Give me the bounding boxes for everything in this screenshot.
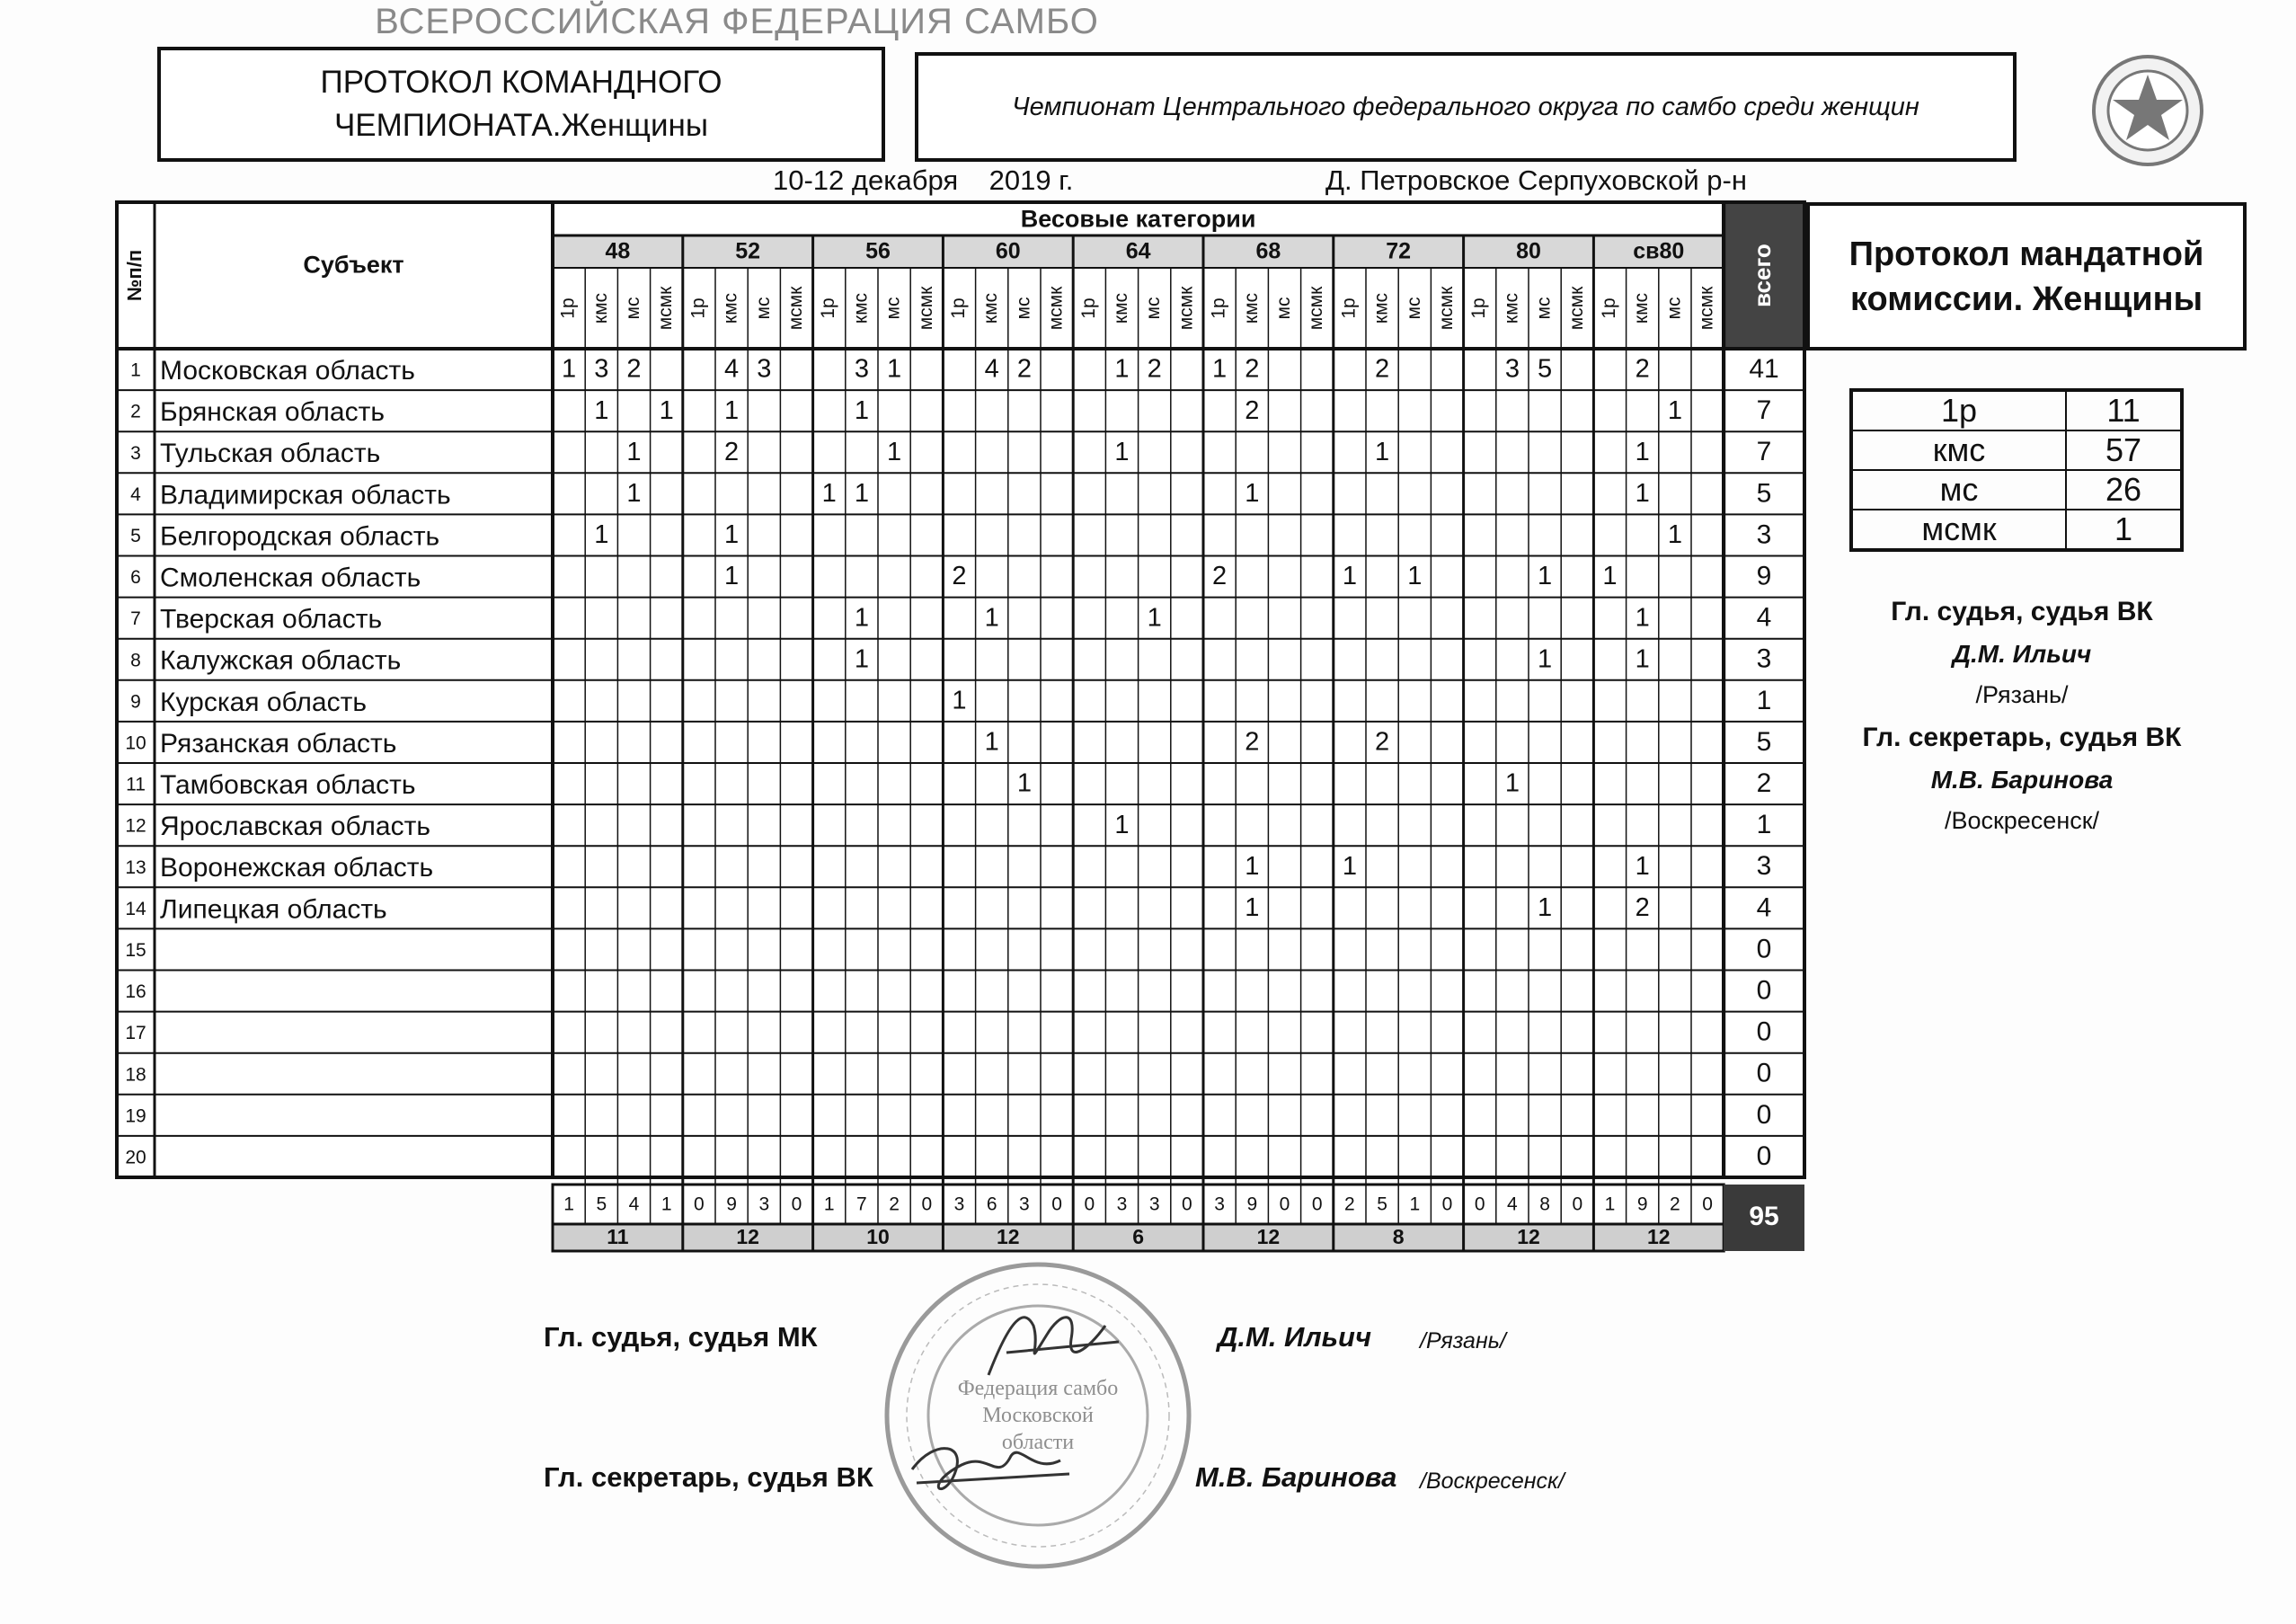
category-total: 12 xyxy=(997,1225,1020,1249)
cell-value: 1 xyxy=(1667,395,1682,425)
column-total: 3 xyxy=(953,1194,965,1215)
rank-label: 1р xyxy=(1599,297,1620,319)
cell-value: 2 xyxy=(1245,727,1260,757)
rank-label: 1р xyxy=(948,297,970,319)
rank-label: кмс xyxy=(1501,292,1522,324)
column-total: 3 xyxy=(758,1194,770,1215)
cell-value: 1 xyxy=(1538,644,1553,674)
mandate-title-line1: Протокол мандатной xyxy=(1848,235,2204,273)
summary-row xyxy=(1851,430,2182,470)
row-number: 5 xyxy=(130,525,141,546)
weight-category-label: 52 xyxy=(735,238,761,264)
row-total: 1 xyxy=(1756,810,1772,840)
column-total: 9 xyxy=(1246,1194,1258,1215)
weight-categories-header: Весовые категории xyxy=(1020,205,1256,233)
subject-name: Калужская область xyxy=(160,645,402,676)
summary-label: кмс xyxy=(1851,430,2066,470)
weight-category-label: 56 xyxy=(865,238,891,264)
column-total: 0 xyxy=(694,1194,705,1215)
row-number: 17 xyxy=(125,1023,146,1044)
rank-summary-table xyxy=(1849,388,2184,552)
column-total: 1 xyxy=(823,1194,835,1215)
cell-value: 1 xyxy=(1245,893,1260,923)
rank-label: кмс xyxy=(1370,292,1392,324)
column-total: 0 xyxy=(1051,1194,1062,1215)
summary-row xyxy=(1851,510,2182,550)
row-number: 2 xyxy=(130,401,141,422)
cell-value: 1 xyxy=(626,479,642,509)
grand-total: 95 xyxy=(1749,1201,1779,1231)
cell-value: 2 xyxy=(1245,395,1260,425)
row-total: 0 xyxy=(1756,1058,1772,1088)
cell-value: 1 xyxy=(854,395,869,425)
subject-name: Тамбовская область xyxy=(160,769,416,800)
cell-value: 1 xyxy=(1635,851,1650,881)
row-number: 9 xyxy=(130,691,141,713)
event-dates: 10-12 декабря 2019 г. xyxy=(773,164,1074,196)
category-total: 8 xyxy=(1392,1225,1405,1249)
cell-value: 1 xyxy=(854,603,869,633)
cell-value: 2 xyxy=(1245,354,1260,384)
column-total: 0 xyxy=(1474,1194,1485,1215)
mandate-secretary-name: М.В. Баринова xyxy=(1930,766,2114,794)
category-total: 12 xyxy=(1517,1225,1540,1249)
judge-name: Д.М. Ильич xyxy=(1218,1321,1372,1353)
row-total: 0 xyxy=(1756,975,1772,1006)
cell-value: 1 xyxy=(724,395,740,425)
row-number: 4 xyxy=(130,484,141,505)
row-number: 1 xyxy=(130,359,141,381)
cell-value: 1 xyxy=(1375,437,1390,466)
stamp-text: Федерация самбо Московской области xyxy=(957,1377,1119,1454)
secretary-signature-icon xyxy=(899,1429,1078,1510)
cell-value: 1 xyxy=(1016,768,1032,798)
column-total: 0 xyxy=(1441,1194,1453,1215)
row-total: 4 xyxy=(1756,892,1772,923)
row-number: 14 xyxy=(125,898,146,919)
cell-value: 1 xyxy=(1245,479,1260,509)
rank-label: 1р xyxy=(1077,297,1099,319)
cell-value: 1 xyxy=(952,686,967,715)
column-total: 0 xyxy=(921,1194,933,1215)
rank-label: мсмк xyxy=(1306,286,1327,331)
mandate-title-box xyxy=(1806,202,2247,351)
row-number: 3 xyxy=(130,442,141,464)
row-total: 5 xyxy=(1756,478,1772,509)
federation-title: ВСЕРОССИЙСКАЯ ФЕДЕРАЦИЯ САМБО xyxy=(375,2,1099,41)
subject-name: Владимирская область xyxy=(160,480,451,510)
column-total: 1 xyxy=(660,1194,672,1215)
column-total: 8 xyxy=(1539,1194,1550,1215)
mandate-judge-name: Д.М. Ильич xyxy=(1952,640,2092,668)
cell-value: 2 xyxy=(724,437,740,466)
column-total: 3 xyxy=(1116,1194,1128,1215)
column-total: 3 xyxy=(1148,1194,1160,1215)
cell-value: 1 xyxy=(984,603,999,633)
category-total: 12 xyxy=(1647,1225,1671,1249)
cell-value: 1 xyxy=(724,562,740,591)
row-total: 3 xyxy=(1756,643,1772,674)
cell-value: 1 xyxy=(1635,644,1650,674)
cell-value: 1 xyxy=(1538,562,1553,591)
row-total: 9 xyxy=(1756,561,1772,591)
protocol-title-line1: ПРОТОКОЛ КОМАНДНОГО xyxy=(320,65,722,100)
row-number: 20 xyxy=(125,1147,146,1168)
column-total: 2 xyxy=(1344,1194,1355,1215)
category-total: 6 xyxy=(1132,1225,1144,1249)
mandate-judge-city: /Рязань/ xyxy=(1975,681,2069,708)
num-header: №п/п xyxy=(122,249,146,302)
column-total: 2 xyxy=(1670,1194,1680,1215)
weight-category-label: 64 xyxy=(1125,238,1151,264)
row-number: 6 xyxy=(130,567,141,589)
cell-value: 2 xyxy=(1375,354,1390,384)
subject-name: Тульская область xyxy=(160,439,381,469)
rank-label: кмс xyxy=(1240,292,1262,324)
championship-title: Чемпионат Центрального федерального округа по самбо среди женщин xyxy=(1012,92,1919,121)
summary-label: мс xyxy=(1851,470,2066,510)
row-total: 7 xyxy=(1756,395,1772,426)
row-number: 15 xyxy=(125,939,146,961)
column-total: 0 xyxy=(1311,1194,1323,1215)
row-total: 3 xyxy=(1756,851,1772,882)
secretary-city: /Воскресенск/ xyxy=(1420,1469,1565,1494)
rank-label: мс xyxy=(1143,297,1165,320)
cell-value: 1 xyxy=(1635,603,1650,633)
judge-role: Гл. судья, судья МК xyxy=(544,1321,818,1353)
column-total: 0 xyxy=(791,1194,802,1215)
summary-row xyxy=(1851,470,2182,510)
cell-value: 1 xyxy=(562,354,577,384)
row-number: 12 xyxy=(125,815,146,837)
subject-name: Ярославская область xyxy=(160,812,430,842)
mandate-secretary-role: Гл. секретарь, судья ВК xyxy=(1862,723,2182,752)
cell-value: 1 xyxy=(1147,603,1162,633)
cell-value: 5 xyxy=(1538,354,1553,384)
row-total: 0 xyxy=(1756,934,1772,964)
category-total: 11 xyxy=(607,1225,629,1249)
rank-label: 1р xyxy=(687,297,709,319)
category-total: 12 xyxy=(736,1225,759,1249)
rank-label: 1р xyxy=(557,297,579,319)
total-header: всего xyxy=(1748,244,1776,307)
rank-label: кмс xyxy=(980,292,1002,324)
row-total: 5 xyxy=(1756,726,1772,757)
cell-value: 2 xyxy=(1016,354,1032,384)
column-total: 4 xyxy=(1507,1194,1518,1215)
subject-header: Субъект xyxy=(303,251,404,279)
subject-name: Брянская область xyxy=(160,397,385,428)
subject-name: Тверская область xyxy=(160,604,383,635)
weight-category-label: св80 xyxy=(1633,238,1685,264)
row-total: 3 xyxy=(1756,519,1772,550)
cell-value: 1 xyxy=(887,354,902,384)
row-total: 41 xyxy=(1749,353,1779,384)
weight-category-label: 80 xyxy=(1516,238,1541,264)
column-total: 5 xyxy=(596,1194,607,1215)
cell-value: 1 xyxy=(659,395,674,425)
row-total: 0 xyxy=(1756,1099,1772,1130)
subject-name: Липецкая область xyxy=(160,894,387,925)
weight-category-label: 72 xyxy=(1386,238,1412,264)
summary-value: 57 xyxy=(2066,430,2182,470)
cell-value: 2 xyxy=(1212,562,1228,591)
cell-value: 3 xyxy=(757,354,772,384)
weight-category-label: 48 xyxy=(605,238,631,264)
cell-value: 1 xyxy=(821,479,837,509)
column-total: 1 xyxy=(1409,1194,1421,1215)
row-number: 16 xyxy=(125,981,146,1003)
category-total: 12 xyxy=(1256,1225,1281,1249)
cell-value: 1 xyxy=(984,727,999,757)
secretary-name: М.В. Баринова xyxy=(1195,1461,1397,1493)
cell-value: 1 xyxy=(1342,851,1357,881)
rank-label: мс xyxy=(1273,297,1295,320)
row-total: 2 xyxy=(1756,768,1772,798)
rank-label: кмс xyxy=(590,292,611,324)
rank-label: мс xyxy=(1013,297,1034,320)
cell-value: 4 xyxy=(984,354,999,384)
rank-label: 1р xyxy=(1338,297,1360,319)
cell-value: 1 xyxy=(1635,479,1650,509)
cell-value: 1 xyxy=(1114,437,1130,466)
row-number: 11 xyxy=(126,774,146,795)
rank-label: мс xyxy=(623,297,644,320)
cell-value: 1 xyxy=(854,479,869,509)
cell-value: 1 xyxy=(594,395,609,425)
rank-label: мсмк xyxy=(1175,286,1197,331)
rank-label: мсмк xyxy=(1045,286,1067,331)
cell-value: 2 xyxy=(952,562,967,591)
summary-row xyxy=(1851,390,2182,430)
rank-label: мс xyxy=(1663,297,1685,320)
row-total: 1 xyxy=(1756,685,1772,715)
cell-value: 1 xyxy=(1538,893,1553,923)
summary-label: 1р xyxy=(1851,390,2066,430)
rank-label: мс xyxy=(1533,297,1555,320)
cell-value: 1 xyxy=(1342,562,1357,591)
column-total: 7 xyxy=(856,1194,867,1215)
rank-label: мсмк xyxy=(655,286,677,331)
cell-value: 3 xyxy=(1504,354,1520,384)
mandate-title-line2: комиссии. Женщины xyxy=(1849,280,2203,318)
rank-label: мс xyxy=(1403,297,1424,320)
column-total: 3 xyxy=(1214,1194,1225,1215)
rank-label: мсмк xyxy=(1436,286,1458,331)
cell-value: 4 xyxy=(724,354,740,384)
protocol-title-line2: ЧЕМПИОНАТА.Женщины xyxy=(333,108,709,143)
cell-value: 1 xyxy=(1667,520,1682,550)
rank-label: 1р xyxy=(818,297,839,319)
row-total: 4 xyxy=(1756,602,1772,633)
summary-label: мсмк xyxy=(1851,510,2066,550)
weight-category-label: 68 xyxy=(1255,238,1281,264)
cell-value: 1 xyxy=(1114,810,1130,839)
rank-label: кмс xyxy=(1111,292,1132,324)
cell-value: 1 xyxy=(1635,437,1650,466)
cell-value: 2 xyxy=(1375,727,1390,757)
cell-value: 2 xyxy=(1147,354,1162,384)
subject-name: Московская область xyxy=(160,355,415,386)
row-number: 13 xyxy=(125,856,146,878)
subject-name: Белгородская область xyxy=(160,521,440,552)
cell-value: 2 xyxy=(1635,354,1650,384)
cell-value: 1 xyxy=(854,644,869,674)
row-number: 10 xyxy=(125,732,146,754)
cell-value: 2 xyxy=(1635,893,1650,923)
cell-value: 1 xyxy=(1245,851,1260,881)
column-total: 6 xyxy=(986,1194,997,1215)
column-total: 3 xyxy=(1019,1194,1030,1215)
column-total: 1 xyxy=(1604,1194,1616,1215)
subject-name: Воронежская область xyxy=(160,853,434,883)
subject-name: Смоленская область xyxy=(160,563,421,593)
event-venue: Д. Петровское Серпуховской р-н xyxy=(1325,164,1747,196)
cell-value: 2 xyxy=(626,354,642,384)
column-total: 0 xyxy=(1702,1194,1713,1215)
row-number: 8 xyxy=(130,650,141,671)
rank-label: 1р xyxy=(1208,297,1229,319)
row-number: 19 xyxy=(125,1105,146,1127)
cell-value: 1 xyxy=(1602,562,1618,591)
judge-city: /Рязань/ xyxy=(1420,1328,1506,1353)
column-total: 0 xyxy=(1084,1194,1095,1215)
column-total: 0 xyxy=(1572,1194,1583,1215)
cell-value: 1 xyxy=(594,520,609,550)
mandate-secretary-city: /Воскресенск/ xyxy=(1944,807,2100,834)
cell-value: 1 xyxy=(1504,768,1520,798)
weight-category-label: 60 xyxy=(995,238,1021,264)
rank-label: мсмк xyxy=(915,286,936,331)
cell-value: 1 xyxy=(724,520,740,550)
summary-value: 26 xyxy=(2066,470,2182,510)
row-number: 18 xyxy=(125,1064,146,1086)
rank-label: кмс xyxy=(1631,292,1653,324)
summary-value: 11 xyxy=(2066,390,2182,430)
rank-label: мсмк xyxy=(1696,286,1717,331)
cell-value: 1 xyxy=(1212,354,1228,384)
rank-label: кмс xyxy=(720,292,741,324)
rank-label: мсмк xyxy=(1565,286,1587,331)
column-total: 9 xyxy=(726,1194,737,1215)
summary-value: 1 xyxy=(2066,510,2182,550)
rank-label: мс xyxy=(882,297,904,320)
rank-label: 1р xyxy=(1468,297,1490,319)
rank-label: мсмк xyxy=(785,286,807,331)
rank-label: кмс xyxy=(850,292,872,324)
subject-name: Курская область xyxy=(160,687,367,717)
cell-value: 1 xyxy=(1407,562,1423,591)
column-total: 5 xyxy=(1377,1194,1387,1215)
column-total: 2 xyxy=(889,1194,900,1215)
column-total: 0 xyxy=(1279,1194,1290,1215)
subject-name: Рязанская область xyxy=(160,728,397,759)
cell-value: 1 xyxy=(887,437,902,466)
cell-value: 3 xyxy=(594,354,609,384)
judge-signature-icon xyxy=(971,1299,1132,1398)
row-total: 0 xyxy=(1756,1016,1772,1047)
cell-value: 3 xyxy=(854,354,869,384)
cell-value: 1 xyxy=(1114,354,1130,384)
mandate-judge-role: Гл. судья, судья ВК xyxy=(1891,597,2153,626)
column-total: 1 xyxy=(563,1194,574,1215)
category-total: 10 xyxy=(866,1225,890,1249)
row-number: 7 xyxy=(130,608,141,630)
rank-label: мс xyxy=(752,297,774,320)
secretary-role: Гл. секретарь, судья ВК xyxy=(544,1461,873,1493)
column-total: 4 xyxy=(628,1194,640,1215)
row-total: 7 xyxy=(1756,437,1772,467)
row-total: 0 xyxy=(1756,1140,1772,1171)
column-total: 0 xyxy=(1182,1194,1192,1215)
column-total: 9 xyxy=(1636,1194,1648,1215)
cell-value: 1 xyxy=(626,437,642,466)
